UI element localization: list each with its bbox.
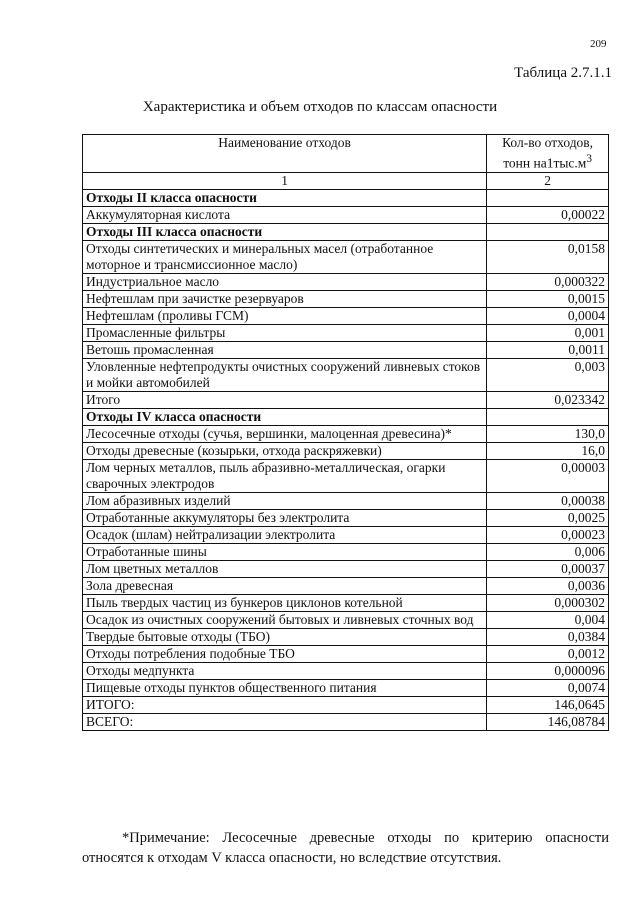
waste-value-cell — [487, 223, 609, 240]
waste-name-cell: Ветошь промасленная — [83, 341, 487, 358]
waste-name-cell: Нефтешлам (проливы ГСМ) — [83, 307, 487, 324]
waste-name-cell: Отработанные шины — [83, 543, 487, 560]
table-row — [83, 425, 609, 442]
table-row — [83, 560, 609, 577]
header-value-line2: тонн на1тыс.м — [503, 155, 587, 171]
table-body — [83, 189, 609, 730]
numbering-row — [83, 172, 609, 189]
waste-name-cell: Отходы медпункта — [83, 662, 487, 679]
waste-name-cell: Уловленные нефтепродукты очистных сооружений ливневых стоков и мойки автомобилей — [83, 358, 487, 391]
waste-table — [82, 134, 609, 731]
waste-name-cell: Отработанные аккумуляторы без электролита — [83, 509, 487, 526]
table-row — [83, 290, 609, 307]
table-row — [83, 611, 609, 628]
waste-name-cell: Отходы потребления подобные ТБО — [83, 645, 487, 662]
table-row — [83, 391, 609, 408]
waste-name-cell: Отходы IV класса опасности — [83, 408, 487, 425]
table-row — [83, 442, 609, 459]
waste-value-cell: 0,0384 — [487, 628, 609, 645]
header-value-line1: Кол-во отходов, — [502, 135, 594, 150]
table-row — [83, 307, 609, 324]
waste-value-cell — [487, 408, 609, 425]
waste-value-cell: 0,0074 — [487, 679, 609, 696]
table-row — [83, 577, 609, 594]
table-row — [83, 594, 609, 611]
waste-value-cell: 0,000322 — [487, 273, 609, 290]
waste-value-cell: 0,0158 — [487, 240, 609, 273]
table-row — [83, 526, 609, 543]
waste-name-cell: Нефтешлам при зачистке резервуаров — [83, 290, 487, 307]
section-row — [83, 223, 609, 240]
header-value — [487, 135, 609, 173]
waste-value-cell: 16,0 — [487, 442, 609, 459]
waste-value-cell: 0,00023 — [487, 526, 609, 543]
waste-value-cell: 0,0011 — [487, 341, 609, 358]
numbering-cell-value: 2 — [487, 172, 609, 189]
waste-name-cell: Отходы II класса опасности — [83, 189, 487, 206]
waste-name-cell: Аккумуляторная кислота — [83, 206, 487, 223]
table-row — [83, 341, 609, 358]
section-row — [83, 408, 609, 425]
waste-name-cell: Пищевые отходы пунктов общественного питания — [83, 679, 487, 696]
waste-value-cell: 146,08784 — [487, 713, 609, 730]
table-row — [83, 273, 609, 290]
waste-value-cell: 0,023342 — [487, 391, 609, 408]
table-row — [83, 492, 609, 509]
table-row — [83, 679, 609, 696]
waste-name-cell: Осадок из очистных сооружений бытовых и ливневых сточных вод — [83, 611, 487, 628]
waste-name-cell: Индустриальное масло — [83, 273, 487, 290]
table-label: Таблица 2.7.1.1 — [514, 65, 612, 81]
waste-value-cell: 0,000302 — [487, 594, 609, 611]
waste-value-cell: 0,006 — [487, 543, 609, 560]
table-row — [83, 645, 609, 662]
waste-name-cell: ВСЕГО: — [83, 713, 487, 730]
waste-value-cell: 146,0645 — [487, 696, 609, 713]
waste-value-cell: 0,00038 — [487, 492, 609, 509]
waste-value-cell: 0,0036 — [487, 577, 609, 594]
waste-name-cell: Отходы III класса опасности — [83, 223, 487, 240]
waste-value-cell: 0,004 — [487, 611, 609, 628]
table-row — [83, 324, 609, 341]
waste-name-cell: Осадок (шлам) нейтрализации электролита — [83, 526, 487, 543]
waste-value-cell: 0,00022 — [487, 206, 609, 223]
table-row — [83, 696, 609, 713]
waste-value-cell: 0,0025 — [487, 509, 609, 526]
waste-name-cell: Промасленные фильтры — [83, 324, 487, 341]
waste-value-cell: 130,0 — [487, 425, 609, 442]
table-header — [83, 135, 609, 190]
numbering-cell-name: 1 — [83, 172, 487, 189]
waste-name-cell: Пыль твердых частиц из бункеров циклонов котельной — [83, 594, 487, 611]
header-row — [83, 135, 609, 173]
table-row — [83, 206, 609, 223]
waste-name-cell: Итого — [83, 391, 487, 408]
waste-name-cell: Твердые бытовые отходы (ТБО) — [83, 628, 487, 645]
table-row — [83, 628, 609, 645]
waste-name-cell: ИТОГО: — [83, 696, 487, 713]
waste-value-cell: 0,003 — [487, 358, 609, 391]
waste-value-cell: 0,00003 — [487, 459, 609, 492]
table-row — [83, 240, 609, 273]
waste-value-cell: 0,0004 — [487, 307, 609, 324]
table-row — [83, 662, 609, 679]
waste-name-cell: Зола древесная — [83, 577, 487, 594]
waste-name-cell: Лом черных металлов, пыль абразивно-металлическая, огарки сварочных электродов — [83, 459, 487, 492]
page-number: 209 — [590, 38, 607, 50]
waste-name-cell: Отходы древесные (козырьки, отхода раскряжевки) — [83, 442, 487, 459]
footnote: *Примечание: Лесосечные древесные отходы по критерию опасности относятся к отходам V класса опасности, но вследствие отсутствия. — [82, 830, 609, 866]
waste-value-cell: 0,0015 — [487, 290, 609, 307]
table-row — [83, 509, 609, 526]
waste-value-cell — [487, 189, 609, 206]
waste-name-cell: Отходы синтетических и минеральных масел (отработанное моторное и трансмиссионное масло) — [83, 240, 487, 273]
waste-value-cell: 0,0012 — [487, 645, 609, 662]
waste-value-cell: 0,00037 — [487, 560, 609, 577]
waste-name-cell: Лом цветных металлов — [83, 560, 487, 577]
header-value-sup: 3 — [586, 153, 592, 165]
table-row — [83, 713, 609, 730]
waste-name-cell: Лесосечные отходы (сучья, вершинки, малоценная древесина)* — [83, 425, 487, 442]
waste-value-cell: 0,001 — [487, 324, 609, 341]
table-row — [83, 459, 609, 492]
header-name: Наименование отходов — [83, 135, 487, 173]
section-row — [83, 189, 609, 206]
table-row — [83, 543, 609, 560]
waste-name-cell: Лом абразивных изделий — [83, 492, 487, 509]
table-row — [83, 358, 609, 391]
table-title: Характеристика и объем отходов по классам опасности — [142, 99, 498, 115]
waste-value-cell: 0,000096 — [487, 662, 609, 679]
